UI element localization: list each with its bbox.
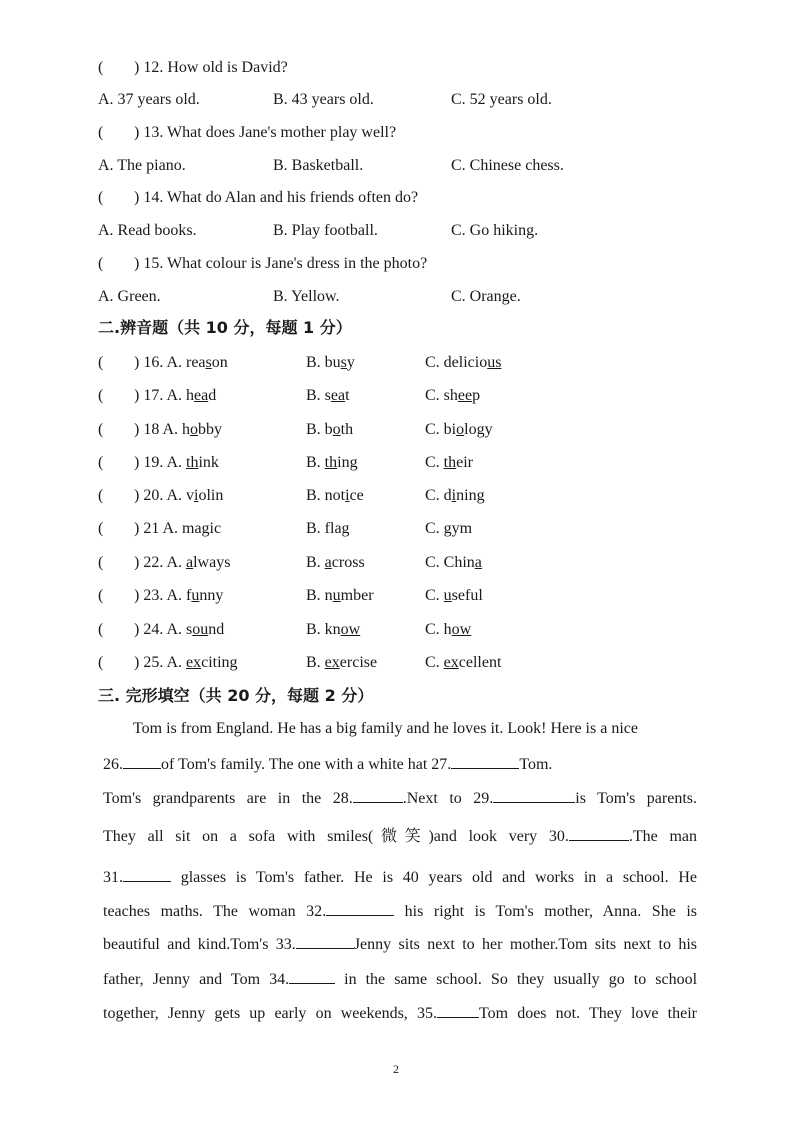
answer-bracket[interactable]: ( <box>98 454 104 471</box>
underlined-letters: th <box>443 454 457 471</box>
option-a[interactable] <box>186 621 224 638</box>
word-part: C. Chin <box>425 554 475 571</box>
passage-text: glasses is Tom's father. He is 40 years old and works in a school. He <box>180 869 698 886</box>
phonics-question <box>98 420 222 440</box>
word-part: ning <box>456 487 485 504</box>
underlined-letters: ow <box>340 621 361 638</box>
option-b[interactable]: B. Yellow. <box>273 288 340 305</box>
underlined-letters: ea <box>330 387 346 404</box>
word-part: B. <box>306 654 325 671</box>
question-label: ) 21 A. <box>134 520 178 537</box>
page-number: 2 <box>393 1062 399 1076</box>
passage-text: .The man <box>628 828 698 845</box>
underlined-letters: o <box>456 421 465 438</box>
phonics-question <box>98 486 223 506</box>
option-a[interactable]: A. Green. <box>98 288 161 305</box>
underlined-letters: ee <box>457 387 473 404</box>
option-c[interactable]: C. Chinese chess. <box>451 157 564 174</box>
underlined-letters: ow <box>451 621 472 638</box>
option-a[interactable] <box>186 454 219 471</box>
question-14 <box>98 188 418 208</box>
underlined-letters: s <box>340 354 347 371</box>
option-a[interactable]: A. Read books. <box>98 222 197 239</box>
section-2-title: 二.辨音题（共 10 分，每题 1 分） <box>98 318 352 337</box>
option-b[interactable]: B. Basketball. <box>273 157 364 174</box>
option-b[interactable] <box>306 553 365 573</box>
answer-bracket[interactable]: ( <box>98 654 104 671</box>
underlined-letters: us <box>487 354 502 371</box>
option-b[interactable] <box>306 486 364 506</box>
underlined-letters: ex <box>324 654 340 671</box>
passage-text: beautiful and kind.Tom's 33. <box>103 936 296 953</box>
word-part: B. b <box>306 421 333 438</box>
word-part: s <box>186 621 193 638</box>
word-part: citing <box>201 654 238 671</box>
option-b[interactable] <box>306 519 350 539</box>
passage-text: his right is Tom's mother, Anna. She is <box>404 903 698 920</box>
word-part: f <box>186 587 192 604</box>
phonics-question <box>98 353 228 373</box>
word-part: C. bi <box>425 421 457 438</box>
question-label: ) 19. A. <box>134 454 182 471</box>
option-c[interactable] <box>425 453 473 473</box>
passage-line-4 <box>103 826 697 847</box>
question-label: ) 25. A. <box>134 654 182 671</box>
underlined-letters: th <box>186 454 199 471</box>
answer-bracket[interactable]: ( <box>98 421 104 438</box>
passage-text: Jenny sits next to her mother.Tom sits next to his <box>353 936 698 953</box>
question-15 <box>98 254 427 274</box>
passage-line-6 <box>103 901 697 922</box>
option-b[interactable] <box>306 620 360 640</box>
phonics-question <box>98 620 224 640</box>
word-part: ce <box>349 487 364 504</box>
word-part: nd <box>208 621 225 638</box>
passage-line-5 <box>103 867 697 888</box>
answer-bracket[interactable]: ( <box>98 587 104 604</box>
word-part: eir <box>456 454 473 471</box>
underlined-letters: i <box>345 487 350 504</box>
option-c[interactable] <box>425 420 493 440</box>
phonics-question <box>98 453 219 473</box>
blank-33[interactable] <box>296 934 354 949</box>
underlined-letters: o <box>190 421 198 438</box>
option-b[interactable] <box>306 653 377 673</box>
option-b[interactable]: B. Play football. <box>273 222 378 239</box>
word-part: olin <box>198 487 224 504</box>
word-part: bby <box>198 421 222 438</box>
answer-bracket[interactable]: ( <box>98 387 104 404</box>
option-b[interactable] <box>306 353 355 373</box>
option-c[interactable] <box>425 620 471 640</box>
option-a[interactable] <box>186 387 216 404</box>
question-text: ) 13. What does Jane's mother play well? <box>134 124 397 141</box>
passage-text: They all sit on a sofa with smiles(微笑)and look very 30. <box>103 828 569 845</box>
word-part: C. <box>425 520 444 537</box>
option-a[interactable] <box>186 587 223 604</box>
blank-34[interactable] <box>289 969 335 984</box>
word-part: B. bu <box>306 354 341 371</box>
question-label: ) 17. A. <box>134 387 182 404</box>
question-text: ) 14. What do Alan and his friends often do? <box>134 189 419 206</box>
word-part: ink <box>198 454 219 471</box>
word-part: B. n <box>306 587 333 604</box>
word-part: v <box>186 487 194 504</box>
question-12 <box>98 58 288 78</box>
word-part: th <box>340 421 354 438</box>
word-part: B. s <box>306 387 331 404</box>
word-part: ym <box>451 520 473 537</box>
underlined-letters: ex <box>186 654 202 671</box>
passage-text: Tom. <box>519 756 553 773</box>
passage-line-1: Tom is from England. He has a big family and he loves it. Look! Here is a nice <box>133 720 638 737</box>
word-part: B. <box>306 554 325 571</box>
passage-line-9 <box>103 1003 697 1024</box>
underlined-letters: u <box>332 587 341 604</box>
blank-28[interactable] <box>353 788 403 803</box>
option-c[interactable] <box>425 386 480 406</box>
option-a[interactable]: A. 37 years old. <box>98 91 200 108</box>
option-b[interactable] <box>306 453 358 473</box>
answer-bracket[interactable]: ( <box>98 554 104 571</box>
option-b[interactable] <box>306 586 374 606</box>
word-part: ercise <box>339 654 378 671</box>
blank-number-26: 26. <box>103 756 123 773</box>
blank-31[interactable] <box>123 867 171 882</box>
phonics-question <box>98 553 230 573</box>
passage-line-7 <box>103 934 697 955</box>
answer-bracket[interactable]: ( <box>98 621 104 638</box>
option-b[interactable] <box>306 420 353 440</box>
underlined-letters: a <box>186 554 194 571</box>
word-part: rea <box>186 354 206 371</box>
option-a[interactable] <box>182 421 222 438</box>
word-part: B. fla <box>306 520 342 537</box>
word-part: C. d <box>425 487 452 504</box>
passage-text: of Tom's family. The one with a white hat 27. <box>161 756 452 773</box>
question-label: ) 24. A. <box>134 621 182 638</box>
passage-text: father, Jenny and Tom 34. <box>103 971 290 988</box>
word-part: C. <box>425 654 444 671</box>
underlined-letters: ou <box>192 621 209 638</box>
underlined-letters: u <box>191 587 200 604</box>
question-label: ) 20. A. <box>134 487 182 504</box>
word-part: h <box>186 387 194 404</box>
answer-bracket[interactable]: ( <box>98 354 104 371</box>
word-part: C. <box>425 587 444 604</box>
underlined-letters: s <box>205 354 212 371</box>
option-c[interactable]: C. Go hiking. <box>451 222 539 239</box>
option-a[interactable]: A. The piano. <box>98 157 186 174</box>
word-part: B. kn <box>306 621 341 638</box>
blank-29[interactable] <box>493 788 575 803</box>
underlined-letters: u <box>443 587 452 604</box>
option-a[interactable] <box>186 654 238 671</box>
option-a[interactable] <box>186 487 223 504</box>
passage-text: 31. <box>103 869 123 886</box>
phonics-question <box>98 519 221 539</box>
word-part: lways <box>193 554 231 571</box>
answer-bracket[interactable]: ( <box>98 520 104 537</box>
option-c[interactable] <box>425 553 482 573</box>
blank-35[interactable] <box>437 1003 479 1018</box>
blank-27[interactable] <box>451 754 519 769</box>
option-b[interactable]: B. 43 years old. <box>273 91 374 108</box>
word-part: on <box>211 354 228 371</box>
option-c[interactable] <box>425 353 501 373</box>
word-part: C. h <box>425 621 452 638</box>
word-part: C. delicio <box>425 354 488 371</box>
underlined-letters: i <box>194 487 199 504</box>
answer-bracket[interactable]: ( <box>98 487 104 504</box>
word-part: ma <box>182 520 202 537</box>
answer-bracket[interactable]: ( <box>98 124 104 141</box>
passage-line-8 <box>103 969 697 990</box>
question-label: ) 22. A. <box>134 554 182 571</box>
option-c[interactable] <box>425 519 472 539</box>
word-part: y <box>346 354 355 371</box>
question-13 <box>98 123 396 143</box>
passage-text: is Tom's parents. <box>575 790 697 807</box>
question-label: ) 23. A. <box>134 587 182 604</box>
option-a[interactable] <box>182 520 221 537</box>
passage-text: teaches maths. The woman 32. <box>103 903 327 920</box>
option-c[interactable]: C. 52 years old. <box>451 91 552 108</box>
passage-text: .Next to 29. <box>402 790 494 807</box>
answer-bracket[interactable]: ( <box>98 255 104 272</box>
word-part: cellent <box>458 654 502 671</box>
word-part: B. <box>306 454 325 471</box>
phonics-question <box>98 386 216 406</box>
underlined-letters: ea <box>194 387 209 404</box>
underlined-letters: g <box>443 520 452 537</box>
passage-text: together, Jenny gets up early on weekends, 35. <box>103 1005 437 1022</box>
word-part: logy <box>464 421 493 438</box>
underlined-letters: a <box>474 554 482 571</box>
option-a[interactable] <box>186 354 228 371</box>
underlined-letters: a <box>324 554 332 571</box>
underlined-letters: ex <box>443 654 459 671</box>
underlined-letters: g <box>201 520 210 537</box>
option-c[interactable] <box>425 653 501 673</box>
passage-text: Tom does not. They love their <box>478 1005 697 1022</box>
word-part: ing <box>337 454 358 471</box>
blank-26[interactable] <box>123 754 161 769</box>
word-part: cross <box>331 554 365 571</box>
word-part: C. <box>425 454 444 471</box>
word-part: h <box>182 421 190 438</box>
answer-bracket[interactable]: ( <box>98 59 104 76</box>
underlined-letters: i <box>451 487 457 504</box>
passage-text: in the same school. So they usually go to school <box>344 971 698 988</box>
question-text: ) 15. What colour is Jane's dress in the photo? <box>134 255 428 272</box>
word-part: B. not <box>306 487 346 504</box>
underlined-letters: th <box>324 454 338 471</box>
question-label: ) 16. A. <box>134 354 182 371</box>
word-part: ic <box>209 520 222 537</box>
option-b[interactable] <box>306 386 350 406</box>
word-part: nny <box>199 587 224 604</box>
blank-32[interactable] <box>326 901 394 916</box>
passage-line-2 <box>103 754 697 775</box>
answer-bracket[interactable]: ( <box>98 189 104 206</box>
option-c[interactable] <box>425 586 483 606</box>
option-c[interactable] <box>425 486 485 506</box>
underlined-letters: o <box>332 421 341 438</box>
phonics-question <box>98 653 238 673</box>
section-3-title: 三. 完形填空（共 20 分，每题 2 分） <box>98 686 374 705</box>
word-part: t <box>345 387 350 404</box>
option-c[interactable]: C. Orange. <box>451 288 521 305</box>
word-part: d <box>208 387 217 404</box>
option-a[interactable] <box>186 554 230 571</box>
word-part: C. sh <box>425 387 458 404</box>
word-part: seful <box>451 587 483 604</box>
blank-30[interactable] <box>569 826 629 841</box>
passage-line-3 <box>103 788 697 809</box>
question-label: ) 18 A. <box>134 421 178 438</box>
question-text: ) 12. How old is David? <box>134 59 288 76</box>
underlined-letters: g <box>341 520 350 537</box>
passage-text: Tom's grandparents are in the 28. <box>103 790 353 807</box>
word-part: mber <box>340 587 374 604</box>
word-part: p <box>472 387 481 404</box>
phonics-question <box>98 586 223 606</box>
